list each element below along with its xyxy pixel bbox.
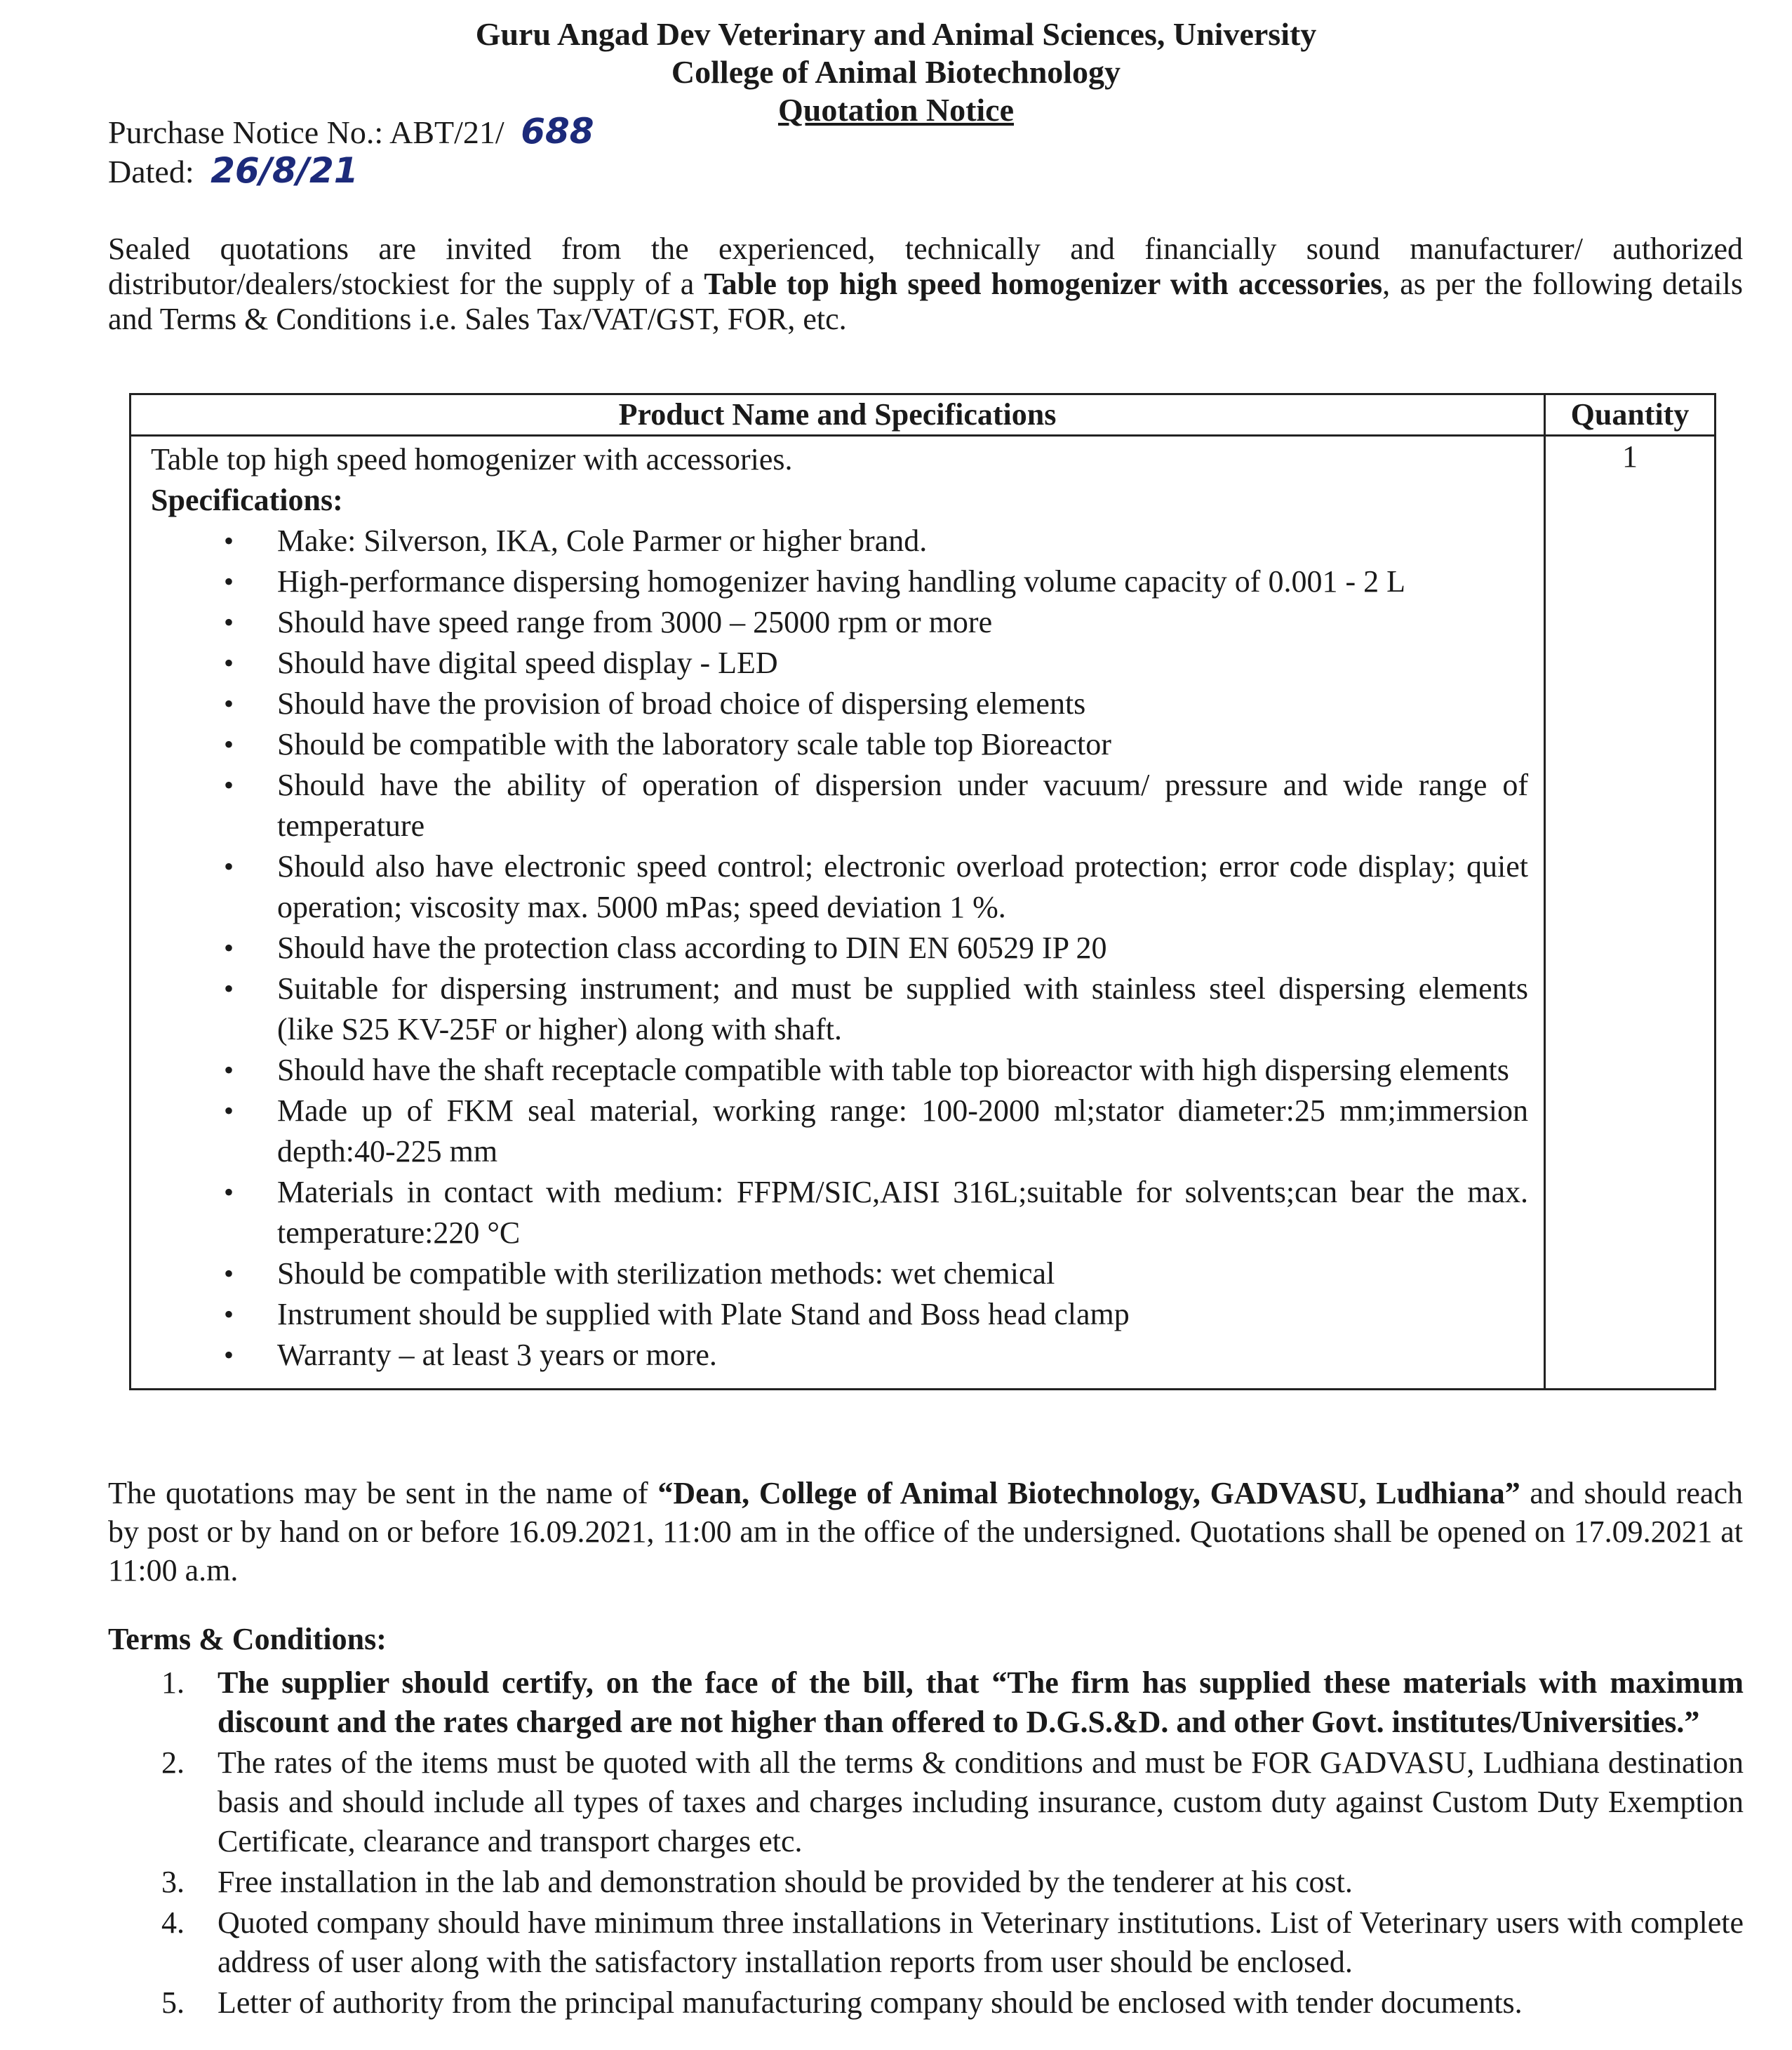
column-header-quantity: Quantity [1545,394,1716,436]
spec-item [224,1050,1528,1091]
spec-item [224,846,1528,928]
spec-text: Should also have electronic speed control; electronic overload protection; error code display; quiet operation; viscosity max. 5000 mPas; speed deviation 1 %. [277,849,1528,924]
term-text: Quoted company should have minimum three installations in Veterinary institutions. List of Veterinary users with complete address of user along with the satisfactory installation reports from user should be enclosed. [218,1905,1744,1979]
spec-text: Should have speed range from 3000 – 25000 rpm or more [277,605,993,639]
spec-text: Warranty – at least 3 years or more. [277,1338,717,1372]
term-item [140,1863,1744,1902]
spec-text: Instrument should be supplied with Plate Stand and Boss head clamp [277,1297,1130,1331]
product-name: Table top high speed homogenizer with accessories. [151,442,793,477]
term-number: 3. [161,1865,185,1899]
bullet-icon: • [224,932,234,964]
submission-deadline-text: and should reach by post or by hand on or before 16.09.2021, 11:00 am in the office of the undersigned. Quotations shall be opened on 17.09.2021 at 11:00 a.m. [108,1476,1743,1588]
spec-item [224,928,1528,969]
term-number: 4. [161,1905,185,1940]
term-text: The rates of the items must be quoted with all the terms & conditions and must be FOR GADVASU, Ludhiana destination basis and should include all types of taxes and charges including insurance, custom duty against Custom Duty Exemption Certificate, clearance and transport charges etc. [218,1745,1744,1858]
notice-number-handwritten: 688 [521,111,594,152]
intro-text-tail: , as per the following details and Terms & Conditions i.e. Sales Tax/VAT/GST, FOR, etc. [108,267,1743,336]
notice-reference [108,112,594,191]
submission-text: The quotations may be sent in the name of [108,1476,658,1510]
spec-text: Materials in contact with medium: FFPM/SIC,AISI 316L;suitable for solvents;can bear the max. temperature:220 °C [277,1175,1528,1250]
spec-item [224,561,1528,602]
bullet-icon: • [224,1258,234,1289]
term-item [140,1903,1744,1982]
spec-text: Should have the shaft receptacle compatible with table top bioreactor with high dispersing elements [277,1053,1509,1087]
spec-item [224,1253,1528,1294]
terms-title: Terms & Conditions: [108,1622,387,1656]
spec-text: Make: Silverson, IKA, Cole Parmer or higher brand. [277,524,928,558]
notice-title: Quotation Notice [777,92,1014,128]
spec-item [224,969,1528,1050]
term-number: 1. [161,1665,185,1700]
quantity-cell: 1 [1545,436,1716,1390]
intro-paragraph [108,232,1743,337]
spec-item [224,1335,1528,1376]
term-number: 2. [161,1745,185,1780]
bullet-icon: • [224,851,234,882]
term-text: The supplier should certify, on the face of the bill, that “The firm has supplied these materials with maximum discount and the rates charged are not higher than offered to D.G.S.&D. and other Govt. institutes/Universities.” [218,1665,1744,1739]
spec-text: Should be compatible with the laboratory scale table top Bioreactor [277,727,1111,761]
spec-text: Should have digital speed display - LED [277,646,778,680]
spec-text: Should have the provision of broad choice of dispersing elements [277,686,1086,721]
spec-item [224,521,1528,561]
dated-label: Dated: [108,154,194,189]
addressee: “Dean, College of Animal Biotechnology, GADVASU, Ludhiana” [657,1476,1520,1510]
product-cell [131,436,1545,1390]
intro-text: Sealed quotations are invited from the experienced, technically and financially sound manufacturer/ authorized distributor/dealers/stockiest for the supply of a [108,232,1743,301]
table-row [131,436,1716,1390]
specifications-table [129,393,1716,1390]
term-item [140,1983,1744,2023]
bullet-icon: • [224,566,234,597]
term-text: Letter of authority from the principal manufacturing company should be enclosed with tender documents. [218,1985,1523,2020]
spec-text: Should be compatible with sterilization methods: wet chemical [277,1256,1055,1291]
spec-item [224,602,1528,643]
spec-item [224,724,1528,765]
spec-item [224,684,1528,724]
spec-text: Suitable for dispersing instrument; and must be supplied with stainless steel dispersing elements (like S25 KV-25F or higher) along with shaft. [277,971,1528,1046]
intro-item-name: Table top high speed homogenizer with accessories [704,267,1383,301]
college-name: College of Animal Biotechnology [671,54,1121,90]
term-item [140,1663,1744,1742]
university-name: Guru Angad Dev Veterinary and Animal Sciences, University [475,16,1317,52]
spec-item [224,1091,1528,1172]
term-item [140,1743,1744,1861]
bullet-icon: • [224,1176,234,1208]
dated-handwritten: 26/8/21 [210,150,359,191]
table-header-row [131,394,1716,436]
bullet-icon: • [224,647,234,679]
column-header-product: Product Name and Specifications [131,394,1545,436]
spec-text: Made up of FKM seal material, working range: 100-2000 ml;stator diameter:25 mm;immersion depth:40-225 mm [277,1093,1528,1169]
submission-paragraph [108,1474,1743,1590]
bullet-icon: • [224,973,234,1004]
bullet-icon: • [224,525,234,557]
bullet-icon: • [224,1054,234,1086]
term-number: 5. [161,1985,185,2020]
spec-item [224,1294,1528,1335]
spec-item [224,643,1528,684]
bullet-icon: • [224,606,234,638]
specifications-label: Specifications: [151,483,343,517]
spec-text: Should have the ability of operation of dispersion under vacuum/ pressure and wide range of temperature [277,768,1528,843]
terms-list [140,1663,1744,2024]
bullet-icon: • [224,688,234,719]
bullet-icon: • [224,1095,234,1126]
notice-number-label: Purchase Notice No.: ABT/21/ [108,114,504,150]
spec-text: Should have the protection class according to DIN EN 60529 IP 20 [277,931,1107,965]
bullet-icon: • [224,728,234,760]
spec-item [224,1172,1528,1253]
spec-text: High-performance dispersing homogenizer having handling volume capacity of 0.001 - 2 L [277,564,1405,599]
term-text: Free installation in the lab and demonstration should be provided by the tenderer at his cost. [218,1865,1353,1899]
spec-item [224,765,1528,846]
bullet-icon: • [224,769,234,801]
bullet-icon: • [224,1298,234,1330]
bullet-icon: • [224,1339,234,1371]
specifications-list [151,521,1528,1376]
